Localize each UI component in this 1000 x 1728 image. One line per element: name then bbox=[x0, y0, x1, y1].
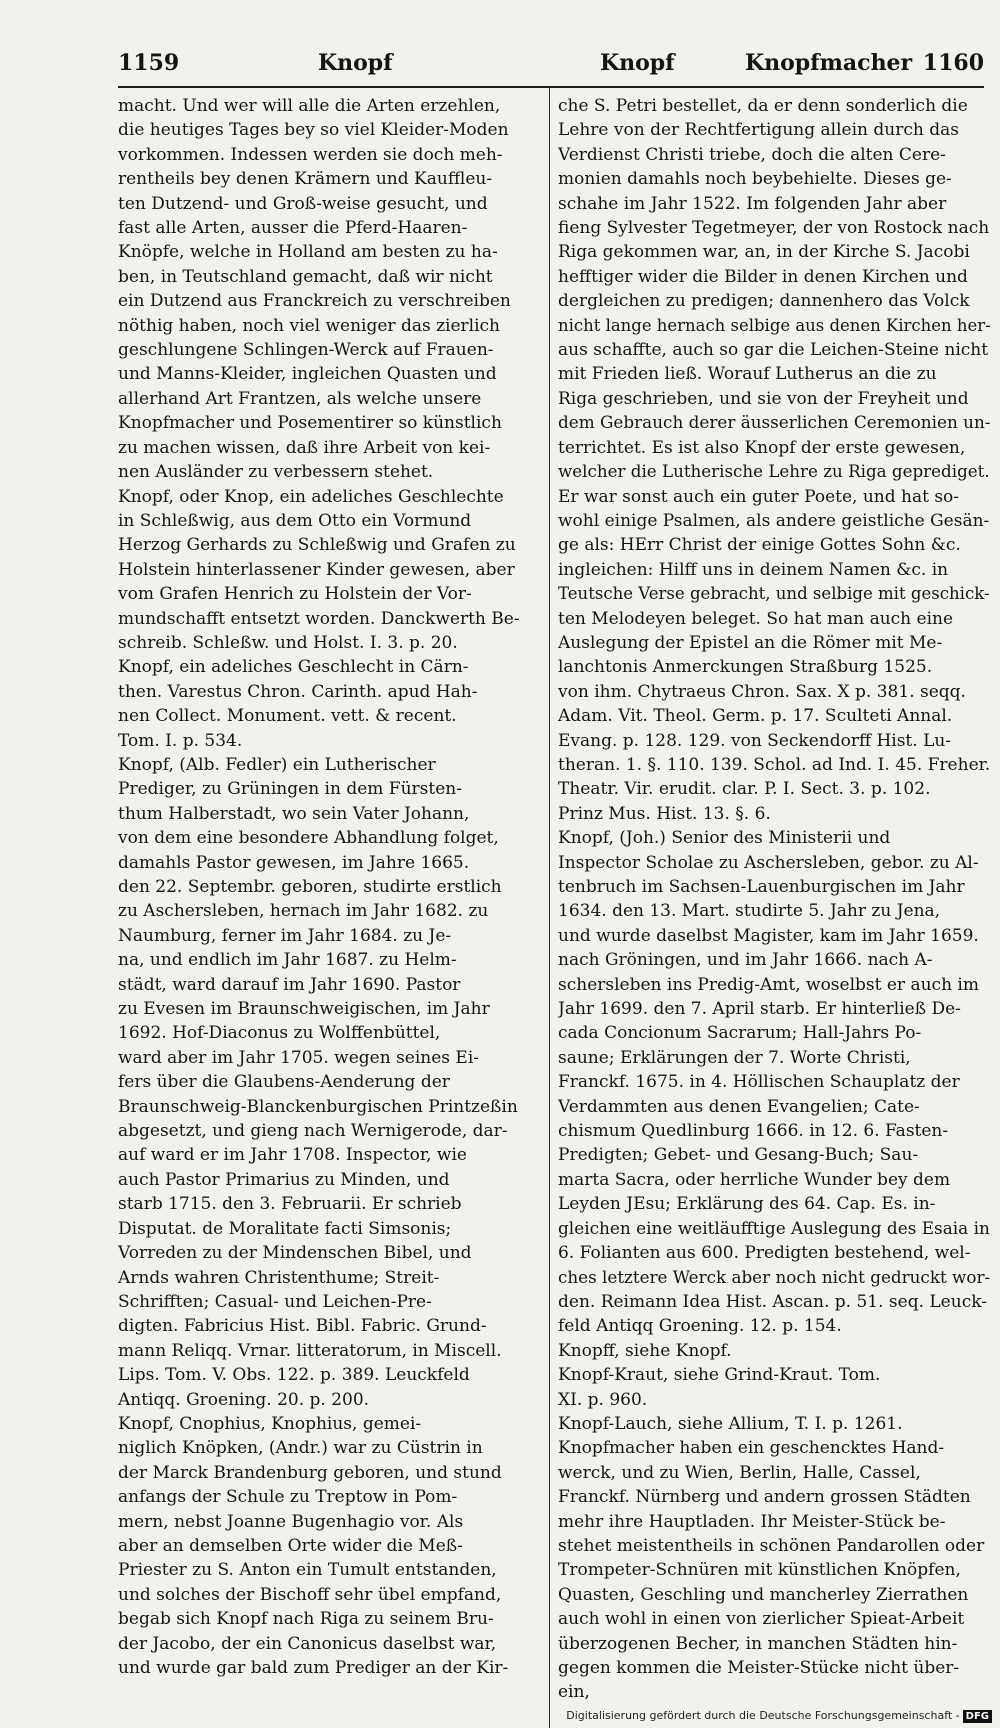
text-line: und Manns-Kleider, ingleichen Quasten und bbox=[118, 364, 497, 385]
text-line: starb 1715. den 3. Februarii. Er schrieb bbox=[118, 1194, 462, 1215]
text-line: Holstein hinterlassener Kinder gewesen, aber bbox=[118, 559, 515, 580]
text-line: Quasten, Geschling und mancherley Zierrathen bbox=[558, 1584, 969, 1605]
text-line: Lehre von der Rechtfertigung allein durch das bbox=[558, 120, 959, 141]
text-line: schreib. Schleßw. und Holst. I. 3. p. 20. bbox=[118, 632, 458, 653]
text-line: ten Dutzend- und Groß-weise gesucht, und bbox=[118, 193, 488, 214]
text-line: geschlungene Schlingen-Werck auf Frauen- bbox=[118, 340, 494, 361]
left-column bbox=[118, 94, 550, 1680]
text-line: Auslegung der Epistel an die Römer mit Me- bbox=[558, 632, 943, 653]
text-line: Lips. Tom. V. Obs. 122. p. 389. Leuckfeld bbox=[118, 1365, 470, 1386]
text-line: 1692. Hof-Diaconus zu Wolffenbüttel, bbox=[118, 1023, 441, 1044]
text-line: feld Antiqq Groening. 12. p. 154. bbox=[558, 1316, 842, 1337]
text-line: Prediger, zu Grüningen in dem Fürsten- bbox=[118, 779, 462, 800]
text-line: Knopff, siehe Knopf. bbox=[558, 1340, 732, 1361]
page-header bbox=[118, 46, 984, 86]
text-line: Leyden JEsu; Erklärung des 64. Cap. Es. in- bbox=[558, 1194, 936, 1215]
text-line: Prinz Mus. Hist. 13. §. 6. bbox=[558, 803, 771, 824]
text-line: überzogenen Becher, in manchen Städten hin- bbox=[558, 1633, 958, 1654]
text-line: Naumburg, ferner im Jahr 1684. zu Je- bbox=[118, 925, 452, 946]
text-line: hefftiger wider die Bilder in denen Kirchen und bbox=[558, 266, 968, 287]
text-line: nicht lange hernach selbige aus denen Kirchen her- bbox=[558, 315, 991, 336]
footer-text: Digitalisierung gefördert durch die Deutsche Forschungsgemeinschaft - bbox=[566, 1709, 960, 1722]
text-line: und wurde daselbst Magister, kam im Jahr 1659. bbox=[558, 925, 979, 946]
text-line: Knopf, ein adeliches Geschlecht in Cärn- bbox=[118, 657, 469, 678]
text-line: Disputat. de Moralitate facti Simsonis; bbox=[118, 1218, 452, 1239]
text-line: cada Concionum Sacrarum; Hall-Jahrs Po- bbox=[558, 1023, 922, 1044]
text-line: rentheils bey denen Krämern und Kauffleu- bbox=[118, 169, 493, 190]
text-line: digten. Fabricius Hist. Bibl. Fabric. Grund- bbox=[118, 1316, 487, 1337]
right-column bbox=[558, 94, 990, 1705]
text-line: Trompeter-Schnüren mit künstlichen Knöpfen, bbox=[558, 1560, 961, 1581]
text-line: Er war sonst auch ein guter Poete, und hat so- bbox=[558, 486, 960, 507]
text-line: nach Gröningen, und im Jahr 1666. nach A- bbox=[558, 950, 933, 971]
dfg-badge: DFG bbox=[963, 1710, 992, 1723]
text-line: anfangs der Schule zu Treptow in Pom- bbox=[118, 1487, 458, 1508]
text-line: welcher die Lutherische Lehre zu Riga geprediget. bbox=[558, 462, 990, 483]
text-line: Knopfmacher und Posementirer so künstlich bbox=[118, 413, 502, 434]
text-line: auf ward er im Jahr 1708. Inspector, wie bbox=[118, 1145, 467, 1166]
text-line: Tom. I. p. 534. bbox=[118, 730, 243, 751]
text-line: ein, bbox=[558, 1682, 590, 1703]
header-rule bbox=[118, 86, 984, 88]
text-line: 6. Folianten aus 600. Predigten bestehend, wel- bbox=[558, 1243, 971, 1264]
text-line: zu Aschersleben, hernach im Jahr 1682. zu bbox=[118, 901, 489, 922]
text-line: vom Grafen Henrich zu Holstein der Vor- bbox=[118, 584, 472, 605]
text-line: aber an demselben Orte wider die Meß- bbox=[118, 1535, 463, 1556]
text-line: und solches der Bischoff sehr übel empfand, bbox=[118, 1584, 502, 1605]
text-line: abgesetzt, und gieng nach Wernigerode, dar- bbox=[118, 1121, 508, 1142]
text-line: auch Pastor Primarius zu Minden, und bbox=[118, 1169, 450, 1190]
text-line: lanchtonis Anmerckungen Straßburg 1525. bbox=[558, 657, 933, 678]
text-line: in Schleßwig, aus dem Otto ein Vormund bbox=[118, 510, 472, 531]
text-line: Franckf. Nürnberg und andern grossen Städten bbox=[558, 1487, 971, 1508]
text-line: begab sich Knopf nach Riga zu seinem Bru- bbox=[118, 1609, 494, 1630]
text-line: Verdienst Christi triebe, doch die alten Cere- bbox=[558, 144, 946, 165]
text-line: chismum Quedlinburg 1666. in 12. 6. Fasten- bbox=[558, 1121, 949, 1142]
text-line: theran. 1. §. 110. 139. Schol. ad Ind. I. 45. Freher. bbox=[558, 754, 990, 775]
text-line: Knöpfe, welche in Holland am besten zu ha- bbox=[118, 242, 498, 263]
text-line: na, und endlich im Jahr 1687. zu Helm- bbox=[118, 950, 457, 971]
text-line: che S. Petri bestellet, da er denn sonderlich die bbox=[558, 96, 968, 116]
text-line: von dem eine besondere Abhandlung folget, bbox=[118, 828, 499, 849]
text-line: Riga gekommen war, an, in der Kirche S. Jacobi bbox=[558, 242, 970, 263]
text-line: Inspector Scholae zu Aschersleben, gebor. zu Al- bbox=[558, 852, 979, 873]
text-line: zu machen wissen, daß ihre Arbeit von kei- bbox=[118, 437, 491, 458]
column-divider bbox=[549, 88, 550, 1728]
text-line: niglich Knöpken, (Andr.) war zu Cüstrin in bbox=[118, 1438, 483, 1459]
text-line: Knopfmacher haben ein geschencktes Hand- bbox=[558, 1438, 945, 1459]
text-line: Evang. p. 128. 129. von Seckendorff Hist. Lu- bbox=[558, 730, 952, 751]
running-title-right-2: Knopfmacher bbox=[745, 50, 913, 76]
text-line: terrichtet. Es ist also Knopf der erste gewesen, bbox=[558, 437, 966, 458]
text-line: schersleben ins Predig-Amt, woselbst er auch im bbox=[558, 974, 979, 995]
text-line: Braunschweig-Blanckenburgischen Printzeßin bbox=[118, 1096, 518, 1117]
text-line: Schrifften; Casual- und Leichen-Pre- bbox=[118, 1291, 432, 1312]
text-line: werck, und zu Wien, Berlin, Halle, Cassel, bbox=[558, 1462, 921, 1483]
running-title-left: Knopf bbox=[318, 50, 393, 76]
text-line: ingleichen: Hilff uns in deinem Namen &c. in bbox=[558, 559, 949, 580]
text-line: mehr ihre Hauptladen. Ihr Meister-Stück be- bbox=[558, 1511, 946, 1532]
text-line: then. Varestus Chron. Carinth. apud Hah- bbox=[118, 681, 478, 702]
text-line: nöthig haben, noch viel weniger das zierlich bbox=[118, 315, 501, 336]
text-line: fers über die Glaubens-Aenderung der bbox=[118, 1072, 450, 1093]
text-line: damahls Pastor gewesen, im Jahre 1665. bbox=[118, 852, 470, 873]
text-line: Priester zu S. Anton ein Tumult entstanden, bbox=[118, 1560, 497, 1581]
text-line: ten Melodeyen beleget. So hat man auch eine bbox=[558, 608, 954, 629]
text-line: Riga geschrieben, und sie von der Freyheit und bbox=[558, 388, 969, 409]
text-line: Jahr 1699. den 7. April starb. Er hinterließ De- bbox=[558, 999, 961, 1020]
text-line: ein Dutzend aus Franckreich zu verschreiben bbox=[118, 291, 511, 312]
text-line: schahe im Jahr 1522. Im folgenden Jahr aber bbox=[558, 193, 947, 214]
running-title-right: Knopf bbox=[600, 50, 675, 76]
text-line: von ihm. Chytraeus Chron. Sax. X p. 381. seqq. bbox=[558, 681, 966, 702]
text-line: fieng Sylvester Tegetmeyer, der von Rostock nach bbox=[558, 218, 990, 239]
text-line: XI. p. 960. bbox=[558, 1389, 648, 1410]
text-line: die heutiges Tages bey so viel Kleider-Moden bbox=[118, 120, 509, 141]
text-line: ben, in Teutschland gemacht, daß wir nicht bbox=[118, 266, 493, 287]
text-line: Knopf, Cnophius, Knophius, gemei- bbox=[118, 1413, 422, 1434]
text-line: Knopf, (Joh.) Senior des Ministerii und bbox=[558, 828, 891, 849]
text-line: städt, ward darauf im Jahr 1690. Pastor bbox=[118, 974, 461, 995]
text-line: dem Gebrauch derer äusserlichen Ceremonien un- bbox=[558, 413, 991, 434]
text-line: gegen kommen die Meister-Stücke nicht über- bbox=[558, 1658, 960, 1678]
text-line: den 22. Septembr. geboren, studirte erstlich bbox=[118, 877, 502, 897]
text-line: gleichen eine weitläufftige Auslegung des Esaia in bbox=[558, 1218, 990, 1239]
text-line: nen Collect. Monument. vett. & recent. bbox=[118, 706, 457, 727]
text-line: Knopf, oder Knop, ein adeliches Geschlechte bbox=[118, 486, 504, 507]
text-line: der Marck Brandenburg geboren, und stund bbox=[118, 1462, 502, 1483]
text-line: mundschafft entsetzt worden. Danckwerth Be- bbox=[118, 608, 520, 629]
text-line: mann Reliqq. Vrnar. litteratorum, in Miscell. bbox=[118, 1340, 502, 1361]
text-line: Franckf. 1675. in 4. Höllischen Schauplatz der bbox=[558, 1072, 960, 1093]
text-line: ge als: HErr Christ der einige Gottes Sohn &c. bbox=[558, 535, 961, 556]
text-line: mern, nebst Joanne Bugenhagio vor. Als bbox=[118, 1511, 464, 1532]
text-line: 1634. den 13. Mart. studirte 5. Jahr zu Jena, bbox=[558, 901, 941, 922]
page-number-right: 1160 bbox=[922, 50, 984, 76]
text-line: ches letztere Werck aber noch nicht gedruckt wor- bbox=[558, 1267, 991, 1288]
text-line: Adam. Vit. Theol. Germ. p. 17. Sculteti Annal. bbox=[558, 706, 953, 727]
text-line: tenbruch im Sachsen-Lauenburgischen im Jahr bbox=[558, 877, 965, 897]
text-line: nen Ausländer zu verbessern stehet. bbox=[118, 462, 434, 483]
text-line: Knopf-Kraut, siehe Grind-Kraut. Tom. bbox=[558, 1365, 881, 1386]
text-line: allerhand Art Frantzen, als welche unsere bbox=[118, 388, 482, 409]
text-line: saune; Erklärungen der 7. Worte Christi, bbox=[558, 1047, 911, 1068]
text-line: wohl einige Psalmen, als andere geistliche Gesän- bbox=[558, 510, 990, 531]
footer-credit bbox=[566, 1709, 992, 1723]
text-line: Vorreden zu der Mindenschen Bibel, und bbox=[118, 1243, 472, 1264]
text-line: auch wohl in einen von zierlicher Spieat-Arbeit bbox=[558, 1609, 965, 1630]
text-line: stehet meistentheils in schönen Pandarollen oder bbox=[558, 1535, 985, 1556]
text-line: fast alle Arten, ausser die Pferd-Haaren- bbox=[118, 218, 468, 239]
text-line: Verdammten aus denen Evangelien; Cate- bbox=[558, 1096, 920, 1117]
text-line: Teutsche Verse gebracht, und selbige mit geschick- bbox=[558, 584, 990, 605]
text-line: vorkommen. Indessen werden sie doch meh- bbox=[118, 144, 503, 165]
text-line: den. Reimann Idea Hist. Ascan. p. 51. seq. Leuck- bbox=[558, 1291, 987, 1312]
text-line: thum Halberstadt, wo sein Vater Johann, bbox=[118, 803, 470, 824]
text-line: ward aber im Jahr 1705. wegen seines Ei- bbox=[118, 1047, 480, 1068]
text-line: Predigten; Gebet- und Gesang-Buch; Sau- bbox=[558, 1145, 919, 1166]
text-line: und wurde gar bald zum Prediger an der Kir- bbox=[118, 1658, 509, 1678]
text-line: monien damahls noch beybehielte. Dieses ge- bbox=[558, 169, 952, 190]
text-line: mit Frieden ließ. Worauf Lutherus an die zu bbox=[558, 364, 937, 385]
text-line: marta Sacra, oder herrliche Wunder bey dem bbox=[558, 1169, 951, 1190]
text-line: Herzog Gerhards zu Schleßwig und Grafen zu bbox=[118, 535, 516, 556]
page-number-left: 1159 bbox=[118, 50, 180, 76]
text-line: der Jacobo, der ein Canonicus daselbst war, bbox=[118, 1633, 497, 1654]
text-line: Antiqq. Groening. 20. p. 200. bbox=[118, 1389, 370, 1410]
text-line: dergleichen zu predigen; dannenhero das Volck bbox=[558, 291, 970, 312]
text-line: zu Evesen im Braunschweigischen, im Jahr bbox=[118, 999, 490, 1020]
text-line: macht. Und wer will alle die Arten erzehlen, bbox=[118, 96, 501, 116]
text-line: Knopf, (Alb. Fedler) ein Lutherischer bbox=[118, 754, 436, 775]
text-line: Theatr. Vir. erudit. clar. P. I. Sect. 3. p. 102. bbox=[558, 779, 931, 800]
text-line: aus schaffte, auch so gar die Leichen-Steine nicht bbox=[558, 340, 989, 361]
text-line: Knopf-Lauch, siehe Allium, T. I. p. 1261. bbox=[558, 1413, 903, 1434]
text-line: Arnds wahren Christenthume; Streit- bbox=[118, 1267, 440, 1288]
